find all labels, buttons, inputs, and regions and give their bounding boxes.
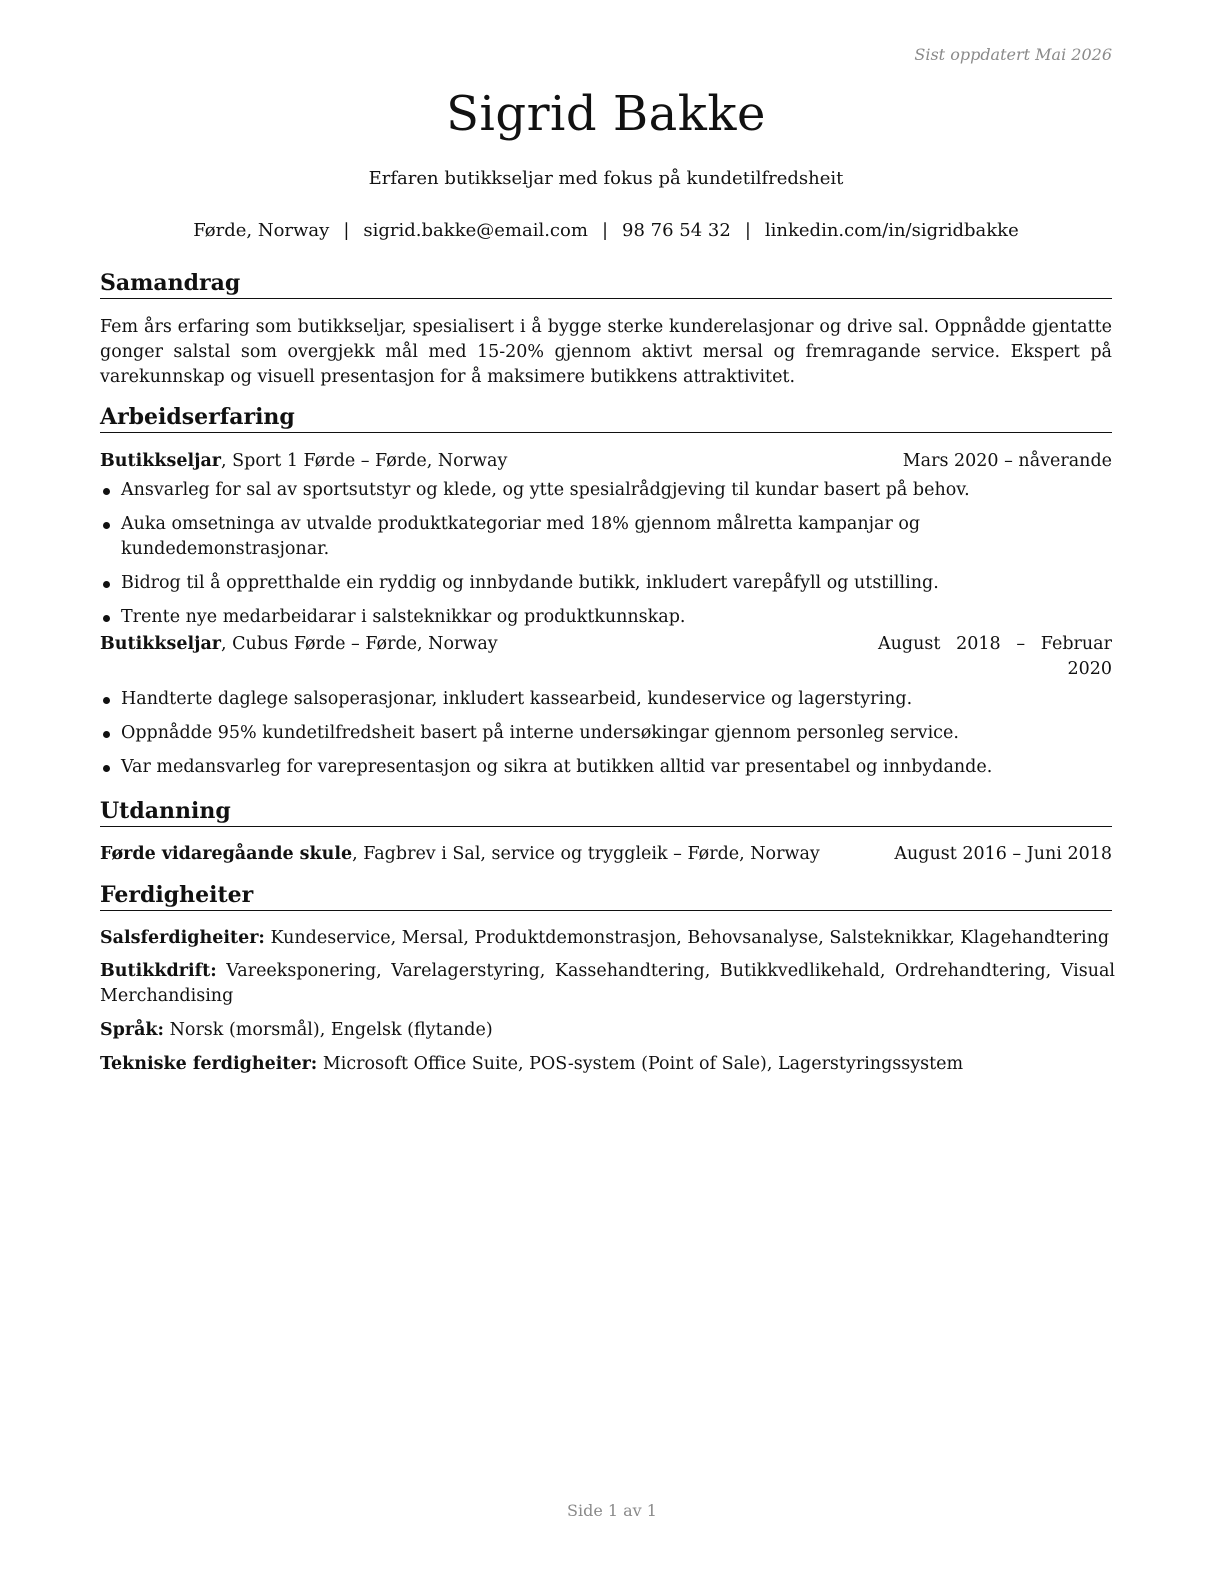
list-item: Var medansvarleg for varepresentasjon og sikra at butikken alltid var presentabel og innbydande. (100, 755, 1112, 780)
education-date: August 2016 – Juni 2018 (894, 844, 1112, 864)
job-bullets (100, 478, 1112, 639)
skill-label: Butikkdrift: (100, 961, 217, 981)
job-header (100, 449, 1112, 474)
contact-email[interactable]: sigrid.bakke@email.com (363, 220, 588, 241)
skill-value: Microsoft Office Suite, POS-system (Point of Sale), Lagerstyringssystem (317, 1054, 964, 1074)
section-title-education: Utdanning (100, 798, 1112, 827)
tagline: Erfaren butikkseljar med fokus på kundetilfredsheit (368, 168, 844, 189)
skill-label: Språk: (100, 1020, 165, 1040)
job-date: August 2018 – Februar 2020 (878, 634, 1112, 679)
page-number: Side 1 av 1 (567, 1501, 657, 1520)
education-entry (100, 842, 1112, 867)
contact-separator: | (343, 220, 350, 241)
section-title-skills: Ferdigheiter (100, 882, 1112, 911)
job-header (100, 632, 1112, 679)
contact-separator: | (744, 220, 751, 241)
education-details: , Fagbrev i Sal, service og tryggleik – Førde, Norway (352, 844, 820, 864)
contact-phone: 98 76 54 32 (622, 220, 731, 241)
skill-row (100, 926, 1115, 951)
list-item: Bidrog til å oppretthalde ein ryddig og innbydande butikk, inkludert varepåfyll og utstilling. (100, 571, 1112, 596)
list-item: Auka omsetninga av utvalde produktkategoriar med 18% gjennom målretta kampanjar og kundedemonstrasjonar. (100, 512, 1112, 562)
skill-label: Tekniske ferdigheiter: (100, 1054, 318, 1074)
skill-value: Kundeservice, Mersal, Produktdemonstrasjon, Behovsanalyse, Salsteknikkar, Klagehandtering (264, 928, 1110, 948)
school-name: Førde vidaregåande skule (100, 844, 353, 864)
list-item: Ansvarleg for sal av sportsutstyr og klede, og ytte spesialrådgjeving til kundar basert på behov. (100, 478, 1112, 503)
job-employer: , Sport 1 Førde – Førde, Norway (221, 451, 508, 471)
job-role: Butikkseljar (100, 451, 222, 471)
skill-value: Norsk (morsmål), Engelsk (flytande) (164, 1020, 493, 1040)
contact-line (100, 220, 1112, 241)
skill-row (100, 1052, 1115, 1077)
contact-separator: | (601, 220, 609, 241)
summary-text: Fem års erfaring som butikkseljar, spesialisert i å bygge sterke kunderelasjonar og drive sal. Oppnådde gjentatte gonger salstal som overgjekk mål med 15-20% gjennom aktivt mersal og fremragande service. Ekspert på varekunnskap og visuell presentasjon for å maksimere butikkens attraktivitet. (100, 317, 1112, 387)
section-title-summary: Samandrag (100, 270, 1112, 299)
list-item: Handterte daglege salsoperasjonar, inkludert kassearbeid, kundeservice og lagerstyring. (100, 687, 1112, 712)
skill-row (100, 1018, 1115, 1043)
job-role: Butikkseljar (100, 634, 222, 654)
list-item: Trente nye medarbeidarar i salsteknikkar og produktkunnskap. (100, 605, 1112, 630)
skill-row (100, 959, 1115, 1009)
section-title-experience: Arbeidserfaring (100, 404, 1112, 433)
candidate-name: Sigrid Bakke (446, 86, 766, 142)
job-date: Mars 2020 – nåverande (902, 451, 1112, 471)
job-bullets (100, 687, 1112, 789)
skill-value: Vareeksponering, Varelagerstyring, Kassehandtering, Butikkvedlikehald, Ordrehandtering, Visual Merchandising (100, 961, 1115, 1006)
list-item: Oppnådde 95% kundetilfredsheit basert på interne undersøkingar gjennom personleg service. (100, 721, 1112, 746)
skill-label: Salsferdigheiter: (100, 928, 265, 948)
last-updated: Sist oppdatert Mai 2026 (914, 45, 1112, 64)
job-employer: , Cubus Førde – Førde, Norway (221, 634, 498, 654)
contact-linkedin[interactable]: linkedin.com/in/sigridbakke (764, 220, 1019, 241)
contact-location: Førde, Norway (193, 220, 330, 241)
